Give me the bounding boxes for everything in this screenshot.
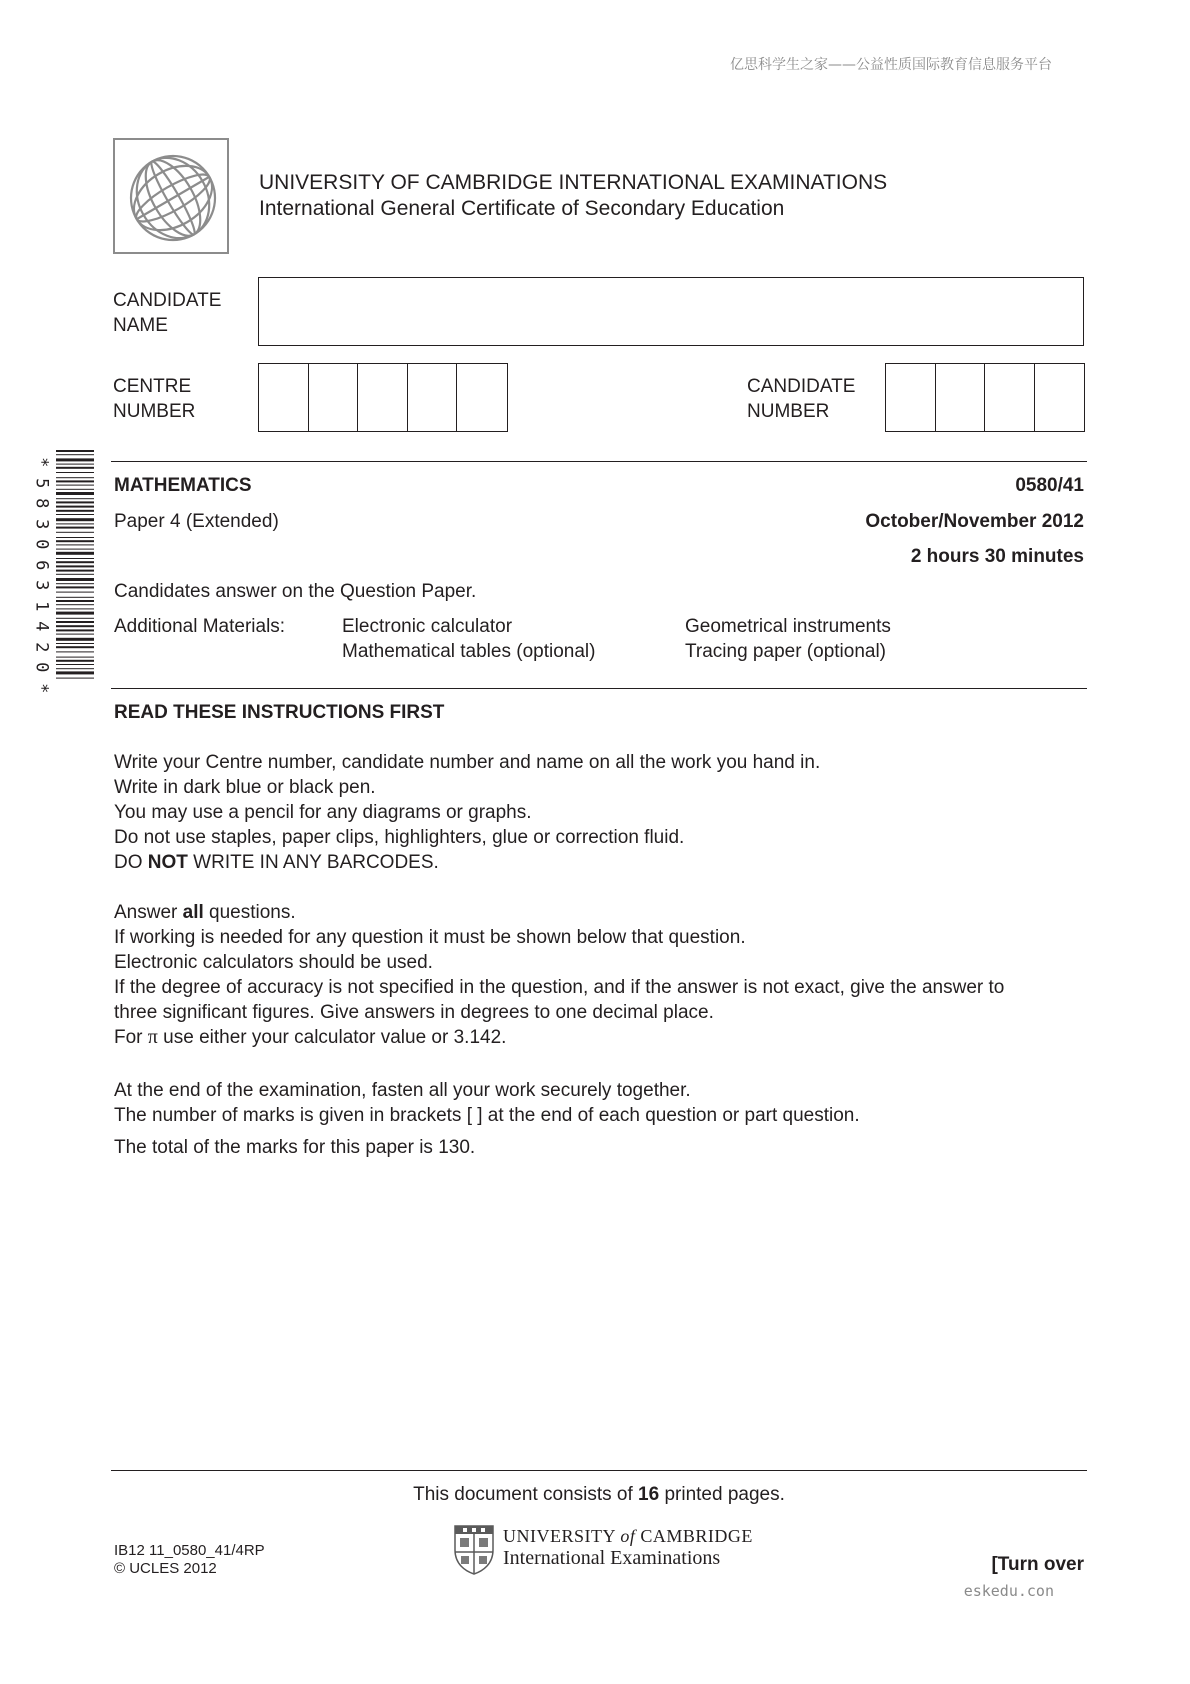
barcode-digit: * — [31, 457, 52, 468]
barcode-bar — [56, 629, 94, 631]
centre-number-digit-box[interactable] — [259, 364, 309, 431]
barcode-bar — [56, 558, 94, 559]
candidate-number-digit-box[interactable] — [886, 364, 936, 431]
instruction-line: At the end of the examination, fasten all your work securely together. — [114, 1080, 691, 1101]
barcode-bar — [56, 668, 94, 669]
barcode-bar — [56, 518, 94, 521]
candidate-name-box[interactable] — [258, 277, 1084, 346]
cambridge-logo-word: of — [620, 1526, 636, 1546]
barcode-bar — [56, 527, 94, 529]
cambridge-crest-icon — [453, 1524, 495, 1576]
instructions-block-1 — [114, 750, 820, 875]
barcode-bar — [56, 492, 94, 495]
exam-board-heading — [259, 170, 887, 222]
cambridge-logo-line1 — [503, 1526, 753, 1547]
instruction-text: DO — [114, 852, 148, 873]
instruction-line: You may use a pencil for any diagrams or graphs. — [114, 802, 532, 823]
paper-code: 0580/41 — [1015, 475, 1084, 496]
barcode-bar — [56, 638, 94, 641]
instruction-line: If working is needed for any question it must be shown below that question. — [114, 927, 746, 948]
barcode-bar — [56, 597, 94, 598]
divider — [111, 1470, 1087, 1471]
subject-title: MATHEMATICS — [114, 475, 252, 496]
barcode-bar — [56, 565, 94, 567]
globe-logo — [113, 138, 229, 254]
barcode-bar — [56, 608, 94, 609]
instruction-text: use either your calculator value or 3.142. — [157, 1027, 507, 1048]
exam-board-title: UNIVERSITY OF CAMBRIDGE INTERNATIONAL EXAMINATIONS — [259, 171, 888, 194]
barcode-bar — [56, 592, 94, 593]
centre-number-boxes — [258, 363, 508, 432]
instruction-line: Do not use staples, paper clips, highlighters, glue or correction fluid. — [114, 827, 685, 848]
barcode — [56, 450, 96, 680]
pi-symbol: π — [147, 1026, 158, 1048]
barcode-digit: 2 — [31, 641, 52, 652]
instruction-line: three significant figures. Give answers in degrees to one decimal place. — [114, 1002, 714, 1023]
candidate-number-label-line2: NUMBER — [747, 401, 830, 422]
instructions-heading: READ THESE INSTRUCTIONS FIRST — [114, 702, 445, 723]
barcode-digit: 5 — [31, 477, 52, 488]
cambridge-logo-word: CAMBRIDGE — [640, 1526, 753, 1546]
barcode-bar — [56, 618, 94, 619]
centre-number-digit-box[interactable] — [358, 364, 408, 431]
exam-duration: 2 hours 30 minutes — [910, 546, 1084, 567]
barcode-bar — [56, 664, 94, 665]
barcode-number — [31, 452, 52, 698]
barcode-digit: 0 — [31, 539, 52, 550]
candidate-number-digit-box[interactable] — [1035, 364, 1085, 431]
barcode-digit: 6 — [31, 559, 52, 570]
instruction-line-answer-all — [114, 900, 1004, 925]
barcode-bar — [56, 671, 94, 674]
instruction-line-pi — [114, 1025, 1004, 1050]
barcode-bar — [56, 570, 94, 572]
instructions-block-3 — [114, 1078, 860, 1128]
cambridge-logo-word: UNIVERSITY — [503, 1526, 616, 1546]
barcode-bar — [56, 454, 94, 455]
material-item: Geometrical instruments — [685, 616, 891, 637]
barcode-bar — [56, 540, 94, 542]
material-item: Mathematical tables (optional) — [342, 641, 596, 662]
barcode-bar — [56, 537, 94, 538]
turn-over: [Turn over — [991, 1554, 1084, 1575]
instruction-line: If the degree of accuracy is not specified in the question, and if the answer is not exact, give the answer to — [114, 977, 1005, 998]
barcode-bar — [56, 464, 94, 465]
barcode-bar — [56, 678, 94, 679]
barcode-bar — [56, 544, 94, 545]
barcode-bar — [56, 523, 94, 524]
barcode-bar — [56, 549, 94, 550]
barcode-digit: 1 — [31, 600, 52, 611]
barcode-bar — [56, 612, 94, 615]
barcode-bar — [56, 552, 94, 555]
barcode-bar — [56, 651, 94, 652]
instructions-block-2 — [114, 900, 1004, 1050]
barcode-bar — [56, 621, 94, 623]
barcode-bar — [56, 657, 94, 658]
centre-number-digit-box[interactable] — [309, 364, 359, 431]
answer-note: Candidates answer on the Question Paper. — [114, 581, 477, 602]
barcode-digit: 8 — [31, 498, 52, 509]
divider — [111, 688, 1087, 689]
barcode-bar — [56, 634, 94, 635]
materials-col2 — [685, 614, 891, 664]
instruction-line: Write in dark blue or black pen. — [114, 777, 376, 798]
centre-number-label-line1: CENTRE — [113, 376, 192, 397]
barcode-bar — [56, 532, 94, 533]
document-reference — [114, 1542, 265, 1578]
barcode-bar — [56, 514, 94, 515]
instruction-emphasis: all — [182, 902, 204, 923]
cambridge-logo-line2: International Examinations — [503, 1547, 721, 1569]
materials-col1 — [342, 614, 595, 664]
page-count-text: printed pages. — [659, 1484, 785, 1505]
barcode-bar — [56, 660, 94, 662]
paper-name: Paper 4 (Extended) — [114, 511, 279, 532]
candidate-number-label — [747, 374, 855, 424]
qualification-title: International General Certificate of Secondary Education — [259, 197, 785, 220]
candidate-number-digit-box[interactable] — [936, 364, 986, 431]
reference-code: IB12 11_0580_41/4RP — [114, 1542, 265, 1559]
materials-label: Additional Materials: — [114, 616, 286, 637]
globe-icon — [127, 152, 219, 244]
divider — [111, 461, 1087, 462]
barcode-digit: * — [31, 682, 52, 693]
material-item: Tracing paper (optional) — [685, 641, 887, 662]
total-marks: The total of the marks for this paper is 130. — [114, 1137, 476, 1158]
barcode-bar — [56, 498, 94, 499]
barcode-bar — [56, 578, 94, 581]
barcode-bar — [56, 574, 94, 575]
barcode-bar — [56, 472, 94, 473]
candidate-name-label-line1: CANDIDATE — [113, 290, 222, 311]
material-item: Electronic calculator — [342, 616, 513, 637]
barcode-bar — [56, 450, 94, 452]
instruction-text: For — [114, 1027, 148, 1048]
barcode-bar — [56, 646, 94, 648]
barcode-bar — [56, 489, 94, 490]
barcode-bar — [56, 501, 94, 503]
barcode-bar — [56, 625, 94, 627]
barcode-digit: 0 — [31, 662, 52, 673]
instruction-text: Answer — [114, 902, 183, 923]
barcode-bar — [56, 586, 94, 588]
instruction-emphasis: NOT — [147, 852, 188, 873]
exam-session: October/November 2012 — [865, 511, 1084, 532]
barcode-digit: 3 — [31, 580, 52, 591]
site-watermark: eskedu.con — [963, 1582, 1054, 1600]
barcode-bar — [56, 583, 94, 584]
centre-number-label — [113, 374, 195, 424]
cambridge-logo-text — [503, 1526, 753, 1570]
instruction-line: Write your Centre number, candidate number and name on all the work you hand in. — [114, 752, 821, 773]
page-count-text: This document consists of — [413, 1484, 639, 1505]
watermark-top: 亿思科学生之家——公益性质国际教育信息服务平台 — [730, 57, 1052, 73]
centre-number-label-line2: NUMBER — [113, 401, 196, 422]
instruction-line: The number of marks is given in brackets [ ] at the end of each question or part question. — [114, 1105, 860, 1126]
barcode-bar — [56, 510, 94, 512]
candidate-name-label-line2: NAME — [113, 315, 168, 336]
barcode-bar — [56, 643, 94, 644]
instruction-line-barcodes — [114, 850, 820, 875]
instruction-text: questions. — [203, 902, 296, 923]
centre-number-digit-box[interactable] — [408, 364, 458, 431]
candidate-number-boxes — [885, 363, 1085, 432]
barcode-bar — [56, 600, 94, 602]
instruction-line: Electronic calculators should be used. — [114, 952, 433, 973]
barcode-digit: 4 — [31, 621, 52, 632]
barcode-bar — [56, 485, 94, 486]
barcode-bar — [56, 480, 94, 482]
candidate-number-label-line1: CANDIDATE — [747, 376, 856, 397]
candidate-number-digit-box[interactable] — [985, 364, 1035, 431]
candidate-name-label — [113, 288, 221, 338]
page-count: 16 — [638, 1484, 660, 1505]
barcode-bar — [56, 477, 94, 478]
barcode-bar — [56, 467, 94, 469]
instruction-text: WRITE IN ANY BARCODES. — [187, 852, 439, 873]
barcode-bar — [56, 458, 94, 461]
barcode-bar — [56, 506, 94, 508]
copyright: © UCLES 2012 — [114, 1560, 217, 1577]
page-count-note — [0, 1484, 1190, 1506]
barcode-bar — [56, 604, 94, 605]
centre-number-digit-box[interactable] — [457, 364, 507, 431]
barcode-bar — [56, 561, 94, 563]
barcode-digit: 3 — [31, 518, 52, 529]
